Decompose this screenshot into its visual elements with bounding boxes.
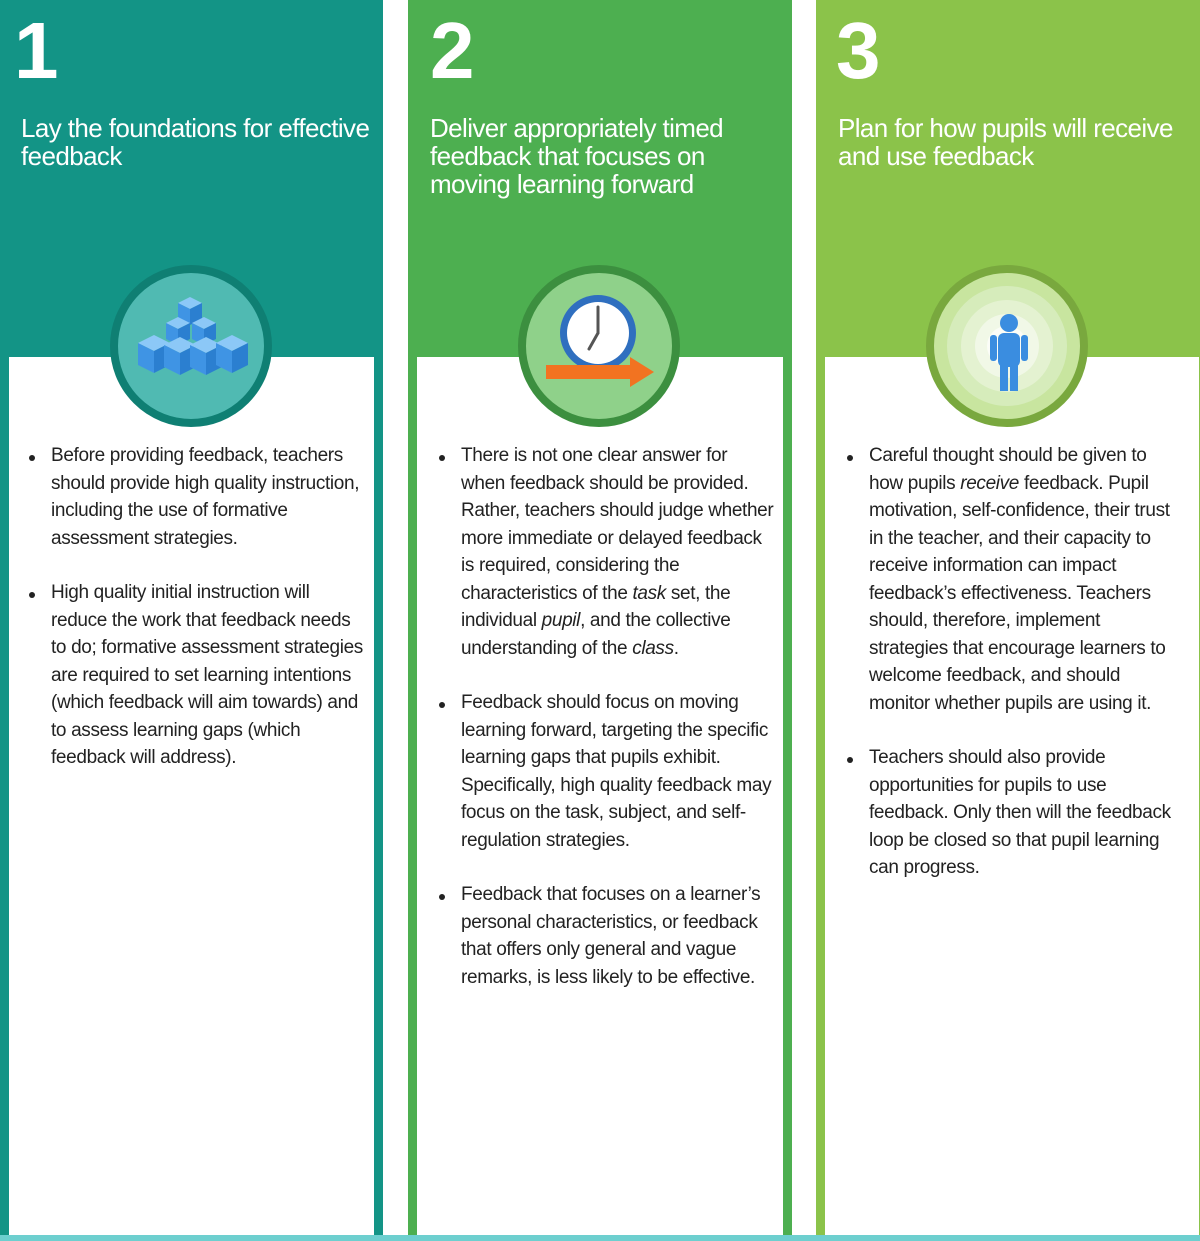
clock-arrow-icon <box>518 265 680 427</box>
person-icon <box>926 265 1088 427</box>
list-item: High quality initial instruction will reduce the work that feedback needs to do; formative assessment strategies are required to set learning intentions (which feedback will aim towards) and to assess learning gaps (which feedback will address). <box>24 579 364 772</box>
bullet-list <box>24 442 364 799</box>
blocks-icon <box>110 265 272 427</box>
column-number: 2 <box>430 6 475 95</box>
column-number: 1 <box>14 6 59 95</box>
column-1 <box>0 0 383 1235</box>
list-item: There is not one clear answer for when feedback should be provided. Rather, teachers should judge whether more immediate or delayed feedback is required, considering the characteristics of the task set, the individual pupil, and the collective understanding of the class. <box>434 442 774 662</box>
list-item: Feedback should focus on moving learning forward, targeting the specific learning gaps that pupils exhibit. Specifically, high quality feedback may focus on the task, subject, and self-regulation strategies. <box>434 689 774 854</box>
column-2 <box>408 0 792 1235</box>
list-item: Feedback that focuses on a learner’s personal characteristics, or feedback that offers only general and vague remarks, is less likely to be effective. <box>434 881 774 991</box>
bullet-list <box>842 442 1182 909</box>
column-heading: Plan for how pupils will receive and use feedback <box>838 113 1173 171</box>
list-item: Before providing feedback, teachers should provide high quality instruction, including the use of formative assessment strategies. <box>24 442 364 552</box>
list-item: Careful thought should be given to how pupils receive feedback. Pupil motivation, self-confidence, their trust in the teacher, and their capacity to receive information can impact feedback’s effectiveness. Teachers should, therefore, implement strategies that encourage learners to welcome feedback, and should monitor whether pupils are using it. <box>842 442 1182 717</box>
bottom-rule <box>0 1235 1200 1241</box>
column-3 <box>816 0 1200 1235</box>
column-heading: Lay the foundations for effective feedback <box>21 113 370 171</box>
list-item: Teachers should also provide opportunities for pupils to use feedback. Only then will the feedback loop be closed so that pupil learning can progress. <box>842 744 1182 882</box>
column-heading: Deliver appropriately timed feedback that focuses on moving learning forward <box>430 113 724 199</box>
column-number: 3 <box>836 6 881 95</box>
bullet-list <box>434 442 774 1018</box>
